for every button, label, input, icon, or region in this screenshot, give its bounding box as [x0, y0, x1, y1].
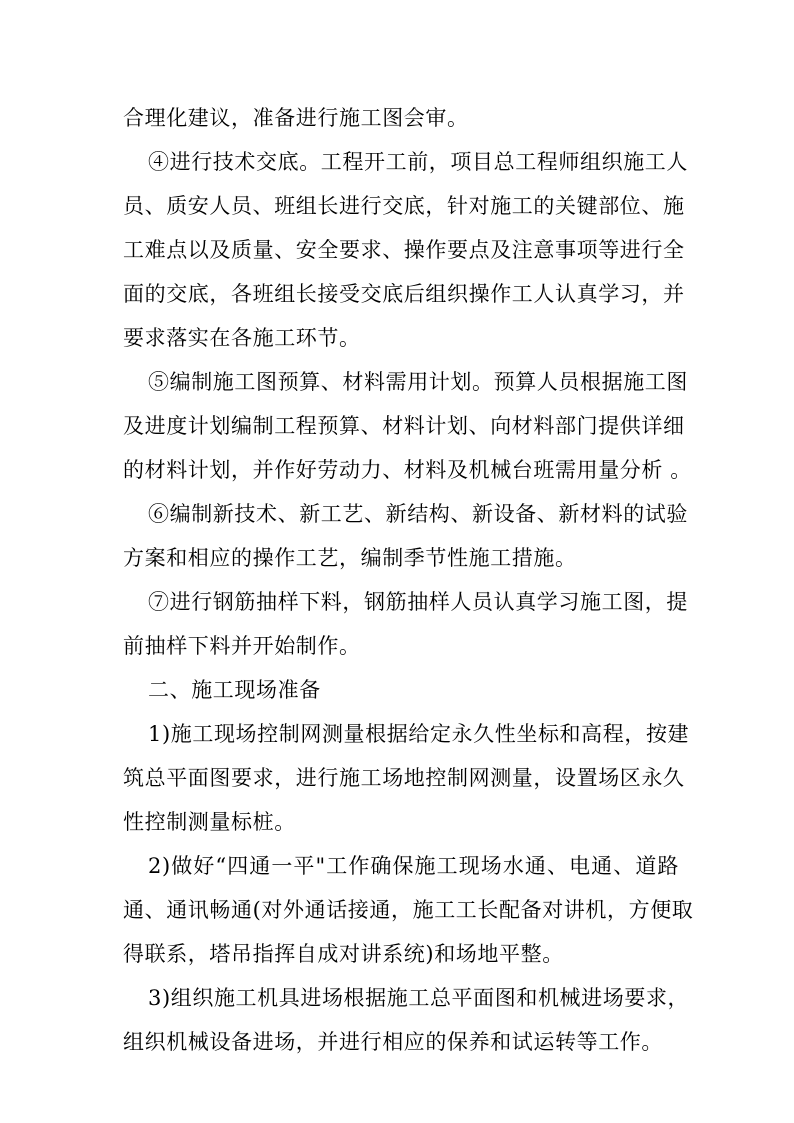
paragraph-line: 组织机械设备进场，并进行相应的保养和试运转等工作。: [123, 1030, 663, 1054]
document-body: [123, 96, 694, 1064]
paragraph-line: 方案和相应的操作工艺，编制季节性施工措施。: [123, 546, 577, 570]
paragraph-line: 及进度计划编制工程预算、材料计划、向材料部门提供详细: [123, 414, 685, 438]
paragraph-line: ⑤编制施工图预算、材料需用计划。预算人员根据施工图: [148, 370, 688, 394]
paragraph-line: 得联系，塔吊指挥自成对讲系统)和场地平整。: [123, 942, 564, 966]
paragraph-line: 1)施工现场控制网测量根据给定永久性坐标和高程，按建: [148, 722, 690, 746]
paragraph-line: 性控制测量标桩。: [123, 810, 296, 834]
section-heading: 二、施工现场准备: [148, 678, 321, 702]
paragraph-line: 要求落实在各施工环节。: [123, 326, 361, 350]
paragraph-line: 合理化建议，准备进行施工图会审。: [123, 106, 469, 130]
paragraph-line: 员、质安人员、班组长进行交底，针对施工的关键部位、施: [123, 194, 685, 218]
paragraph-line: 通、通讯畅通(对外通话接通，施工工长配备对讲机，方便取: [123, 898, 694, 922]
paragraph-line: ⑦进行钢筋抽样下料，钢筋抽样人员认真学习施工图，提: [148, 590, 688, 614]
paragraph-line: ⑥编制新技术、新工艺、新结构、新设备、新材料的试验: [148, 502, 688, 526]
paragraph-line: ④进行技术交底。工程开工前，项目总工程师组织施工人: [148, 150, 688, 174]
paragraph-line: 2)做好“四通一平"工作确保施工现场水通、电通、道路: [148, 854, 679, 878]
paragraph-line: 筑总平面图要求，进行施工场地控制网测量，设置场区永久: [123, 766, 685, 790]
paragraph-line: 前抽样下料并开始制作。: [123, 634, 361, 658]
paragraph-line: 面的交底，各班组长接受交底后组织操作工人认真学习，并: [123, 282, 685, 306]
paragraph-line: 工难点以及质量、安全要求、操作要点及注意事项等进行全: [123, 238, 685, 262]
paragraph-line: 3)组织施工机具进场根据施工总平面图和机械进场要求，: [148, 986, 690, 1010]
paragraph-line: 的材料计划，并作好劳动力、材料及机械台班需用量分析 。: [123, 458, 692, 482]
